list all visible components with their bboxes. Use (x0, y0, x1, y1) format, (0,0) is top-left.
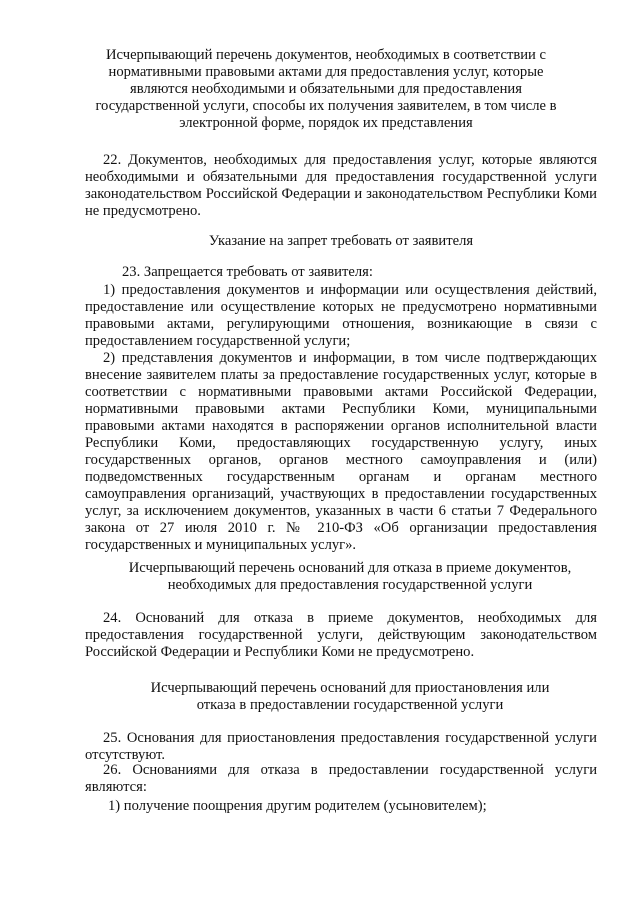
paragraph-25: 25. Основания для приостановления предоставления государственной услуги отсутствуют. (85, 730, 597, 763)
paragraph-26: 26. Основаниями для отказа в предоставлении государственной услуги являются: (85, 762, 597, 795)
paragraph-22: 22. Документов, необходимых для предоставления услуг, которые являются необходимыми и обязательными для предоставления государственной услуги законодательством Российской Федерации и законодательством Республики Коми не предусмотрено. (85, 152, 597, 219)
paragraph-24: 24. Оснований для отказа в приеме документов, необходимых для предоставления государственной услуги, действующим законодательством Российской Федерации и Республики Коми не предусмотрено. (85, 610, 597, 660)
paragraph-23-item-1: 1) предоставления документов и информации или осуществления действий, предоставление или осуществление которых не предусмотрено нормативными правовыми актами, регулирующими отношения, возникающие в связи с предоставлением государственной услуги; (85, 282, 597, 349)
heading-documents-list: Исчерпывающий перечень документов, необходимых в соответствии с нормативными правовыми актами для предоставления услуг, которые являются необходимыми и обязательными для предоставления государственной услуги, способы их получения заявителем, в том числе в электронной форме, порядок их представления (95, 47, 557, 131)
heading-suspension-refusal: Исчерпывающий перечень оснований для приостановления или отказа в предоставлении государственной услуги (150, 680, 550, 713)
heading-prohibition: Указание на запрет требовать от заявителя (208, 233, 474, 249)
paragraph-23: 23. Запрещается требовать от заявителя: (122, 264, 373, 280)
paragraph-23-item-2: 2) представления документов и информации, в том числе подтверждающих внесение заявителем платы за предоставление государственных услуг, которые в соответствии с нормативными правовыми актами Российской Федерации, нормативными правовыми актами Республики Коми, муниципальными правовыми актами находятся в распоряжении органов исполнительной власти Республики Коми, предоставляющих государственную услугу, иных государственных органов, органов местного самоуправления и (или) подведомственных государственным органам и органам местного самоуправления организаций, участвующих в предоставлении государственных услуг, за исключением документов, указанных в части 6 статьи 7 Федерального закона от 27 июля 2010 г. № 210-ФЗ «Об организации предоставления государственных и муниципальных услуг». (85, 350, 597, 553)
heading-refusal-acceptance: Исчерпывающий перечень оснований для отказа в приеме документов, необходимых для предоставления государственной услуги (128, 560, 572, 593)
paragraph-26-item-1: 1) получение поощрения другим родителем (усыновителем); (108, 798, 487, 814)
